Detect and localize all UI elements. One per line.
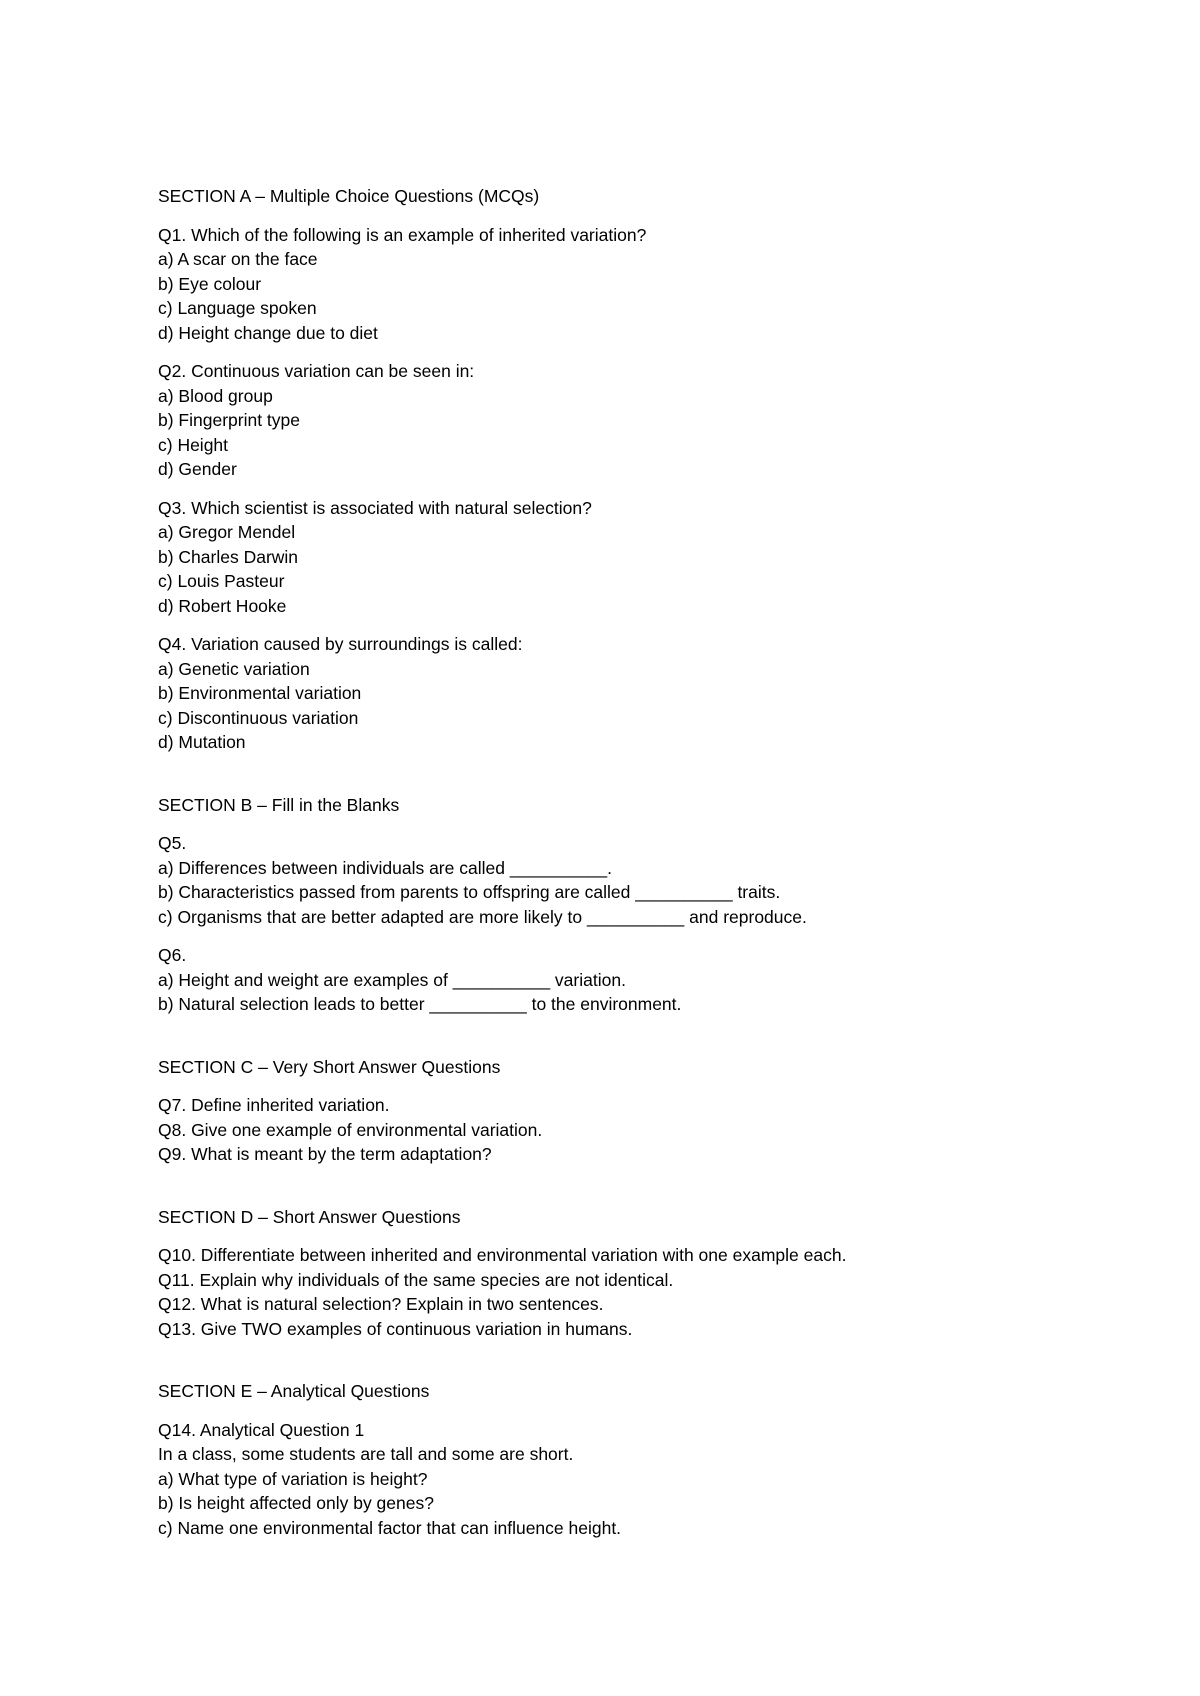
option-a: a) Blood group (158, 385, 273, 406)
blank-item-b: b) Natural selection leads to better __________ to the environment. (158, 994, 682, 1014)
question-q3 (158, 496, 1148, 619)
question-q4 (158, 632, 1148, 755)
question-q10: Q10. Differentiate between inherited and environmental variation with one example each. (158, 1245, 847, 1265)
section-title: SECTION D – Short Answer Questions (158, 1206, 461, 1227)
question-q1 (158, 223, 1148, 346)
question-group (158, 1243, 1148, 1341)
option-a: a) Gregor Mendel (158, 522, 296, 542)
option-b: b) Charles Darwin (158, 546, 299, 567)
question-text: Q6. (158, 945, 187, 965)
section-spacer (158, 1355, 1148, 1379)
question-q5 (158, 831, 1148, 929)
question-text: Q5. (158, 833, 187, 853)
section-c (158, 1055, 1148, 1167)
option-c: c) Language spoken (158, 298, 317, 318)
blank-item-a: a) Differences between individuals are called __________. (158, 857, 613, 878)
section-spacer (158, 1031, 1148, 1055)
question-text: Q4. Variation caused by surroundings is called: (158, 634, 523, 654)
option-a: a) Genetic variation (158, 658, 310, 679)
question-q8: Q8. Give one example of environmental variation. (158, 1119, 543, 1140)
section-spacer (158, 1181, 1148, 1205)
sub-question-b: b) Is height affected only by genes? (158, 1493, 434, 1513)
section-spacer (158, 769, 1148, 793)
option-b: b) Eye colour (158, 273, 262, 294)
option-c: c) Height (158, 434, 229, 455)
option-d: d) Mutation (158, 732, 246, 752)
section-b (158, 793, 1148, 1017)
question-q2 (158, 359, 1148, 482)
section-d (158, 1205, 1148, 1342)
option-c: c) Discontinuous variation (158, 707, 359, 728)
blank-item-b: b) Characteristics passed from parents to offspring are called __________ traits. (158, 882, 781, 902)
question-q9: Q9. What is meant by the term adaptation? (158, 1144, 492, 1164)
question-text: Q14. Analytical Question 1 (158, 1419, 365, 1440)
question-q7: Q7. Define inherited variation. (158, 1095, 390, 1115)
question-q13: Q13. Give TWO examples of continuous variation in humans. (158, 1318, 633, 1339)
sub-question-a: a) What type of variation is height? (158, 1468, 428, 1489)
option-a: a) A scar on the face (158, 249, 318, 269)
option-c: c) Louis Pasteur (158, 571, 285, 591)
question-q14 (158, 1418, 1148, 1541)
section-e (158, 1379, 1148, 1540)
question-text: Q3. Which scientist is associated with natural selection? (158, 497, 592, 518)
question-text: Q2. Continuous variation can be seen in: (158, 361, 475, 381)
section-title: SECTION E – Analytical Questions (158, 1381, 430, 1401)
option-b: b) Fingerprint type (158, 410, 301, 430)
section-title: SECTION A – Multiple Choice Questions (MCQs) (158, 186, 540, 206)
question-q12: Q12. What is natural selection? Explain in two sentences. (158, 1294, 604, 1314)
option-d: d) Robert Hooke (158, 595, 287, 616)
scenario-text: In a class, some students are tall and some are short. (158, 1444, 574, 1464)
question-q6 (158, 943, 1148, 1017)
question-q11: Q11. Explain why individuals of the same species are not identical. (158, 1269, 674, 1290)
section-title: SECTION B – Fill in the Blanks (158, 794, 400, 815)
option-d: d) Gender (158, 459, 237, 479)
sub-question-c: c) Name one environmental factor that can influence height. (158, 1517, 622, 1538)
section-a (158, 184, 1148, 755)
worksheet-page (158, 184, 1148, 1554)
option-b: b) Environmental variation (158, 683, 362, 703)
section-title: SECTION C – Very Short Answer Questions (158, 1056, 501, 1077)
option-d: d) Height change due to diet (158, 322, 378, 343)
question-group (158, 1093, 1148, 1167)
blank-item-a: a) Height and weight are examples of __________ variation. (158, 969, 626, 990)
question-text: Q1. Which of the following is an example of inherited variation? (158, 224, 647, 245)
blank-item-c: c) Organisms that are better adapted are more likely to __________ and reproduce. (158, 906, 807, 927)
